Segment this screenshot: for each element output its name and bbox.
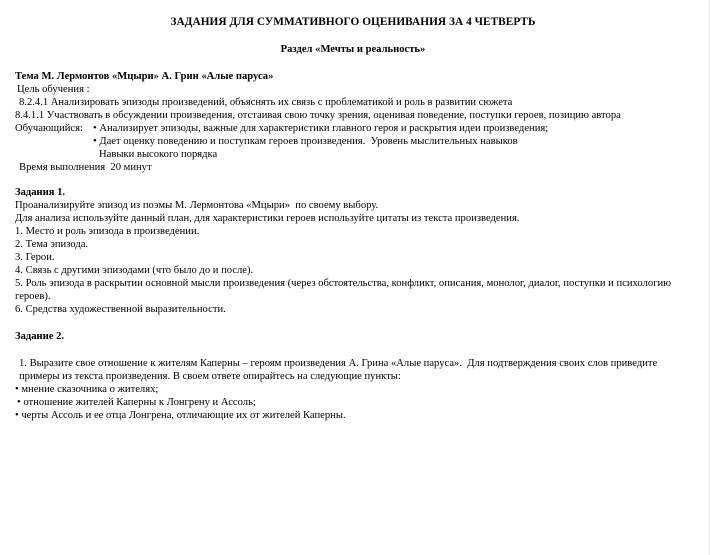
task2-text: 1. Выразите свое отношение к жителям Каперны – героям произведения А. Грина «Алые паруса». Для подтверждения своих слов приведите примеры из текста произведения. В своем ответе опирайтесь на следующие пункты: bbox=[19, 358, 660, 382]
task2-point: • мнение сказочника о жителях; bbox=[15, 384, 159, 395]
task1-intro: Проанализируйте эпизод из поэмы М. Лермонтова «Мцыри» по своему выбору. bbox=[15, 200, 379, 211]
plan-item: 2. Тема эпизода. bbox=[15, 239, 89, 250]
goal-item: 8.2.4.1 Анализировать эпизоды произведений, объяснять их связь с проблематикой и роль в развитии сюжета bbox=[19, 97, 513, 108]
task2-point: • черты Ассоль и ее отца Лонгрена, отличающие их от жителей Каперны. bbox=[15, 410, 346, 421]
learner-point: • Дает оценку поведению и поступкам героев произведения. Уровень мыслительных навыков bbox=[93, 136, 518, 147]
topic-heading: Тема М. Лермонтов «Мцыри» А. Грин «Алые паруса» bbox=[15, 71, 274, 82]
section-title: Раздел «Мечты и реальность» bbox=[280, 44, 426, 55]
task2-heading: Задание 2. bbox=[15, 331, 65, 342]
learner-point: • Анализирует эпизоды, важные для характеристики главного героя и раскрытия идеи произведения; bbox=[93, 123, 549, 134]
plan-item: 3. Герои. bbox=[15, 252, 55, 263]
document-page bbox=[15, 16, 691, 422]
time-limit: Время выполнения 20 минут bbox=[19, 162, 152, 173]
learner-criteria bbox=[15, 122, 691, 161]
plan-item: 6. Средства художественной выразительности. bbox=[15, 304, 226, 315]
document-title: ЗАДАНИЯ ДЛЯ СУММАТИВНОГО ОЦЕНИВАНИЯ ЗА 4 ЧЕТВЕРТЬ bbox=[170, 16, 536, 28]
plan-item: 5. Роль эпизода в раскрытии основной мысли произведения (через обстоятельства, конфликт, описания, монолог, диалог, поступки и психологию героев). bbox=[15, 278, 674, 302]
task2-point: • отношение жителей Каперны к Лонгрену и Ассоль; bbox=[17, 397, 256, 408]
task1-heading: Задания 1. bbox=[15, 187, 66, 198]
goal-item: 8.4.1.1 Участвовать в обсуждении произведения, отстаивая свою точку зрения, оценивая поведение, поступки героев, позицию автора bbox=[15, 110, 621, 121]
goal-label: Цель обучения : bbox=[17, 84, 90, 95]
plan-item: 1. Место и роль эпизода в произведении. bbox=[15, 226, 200, 237]
learner-label: Обучающийся: bbox=[15, 123, 83, 134]
learner-points bbox=[93, 122, 691, 161]
task1-instruction: Для анализа используйте данный план, для характеристики героев используйте цитаты из текста произведения. bbox=[15, 213, 520, 224]
plan-item: 4. Связь с другими эпизодами (что было до и после). bbox=[15, 265, 254, 276]
learner-point: Навыки высокого порядка bbox=[99, 149, 218, 160]
